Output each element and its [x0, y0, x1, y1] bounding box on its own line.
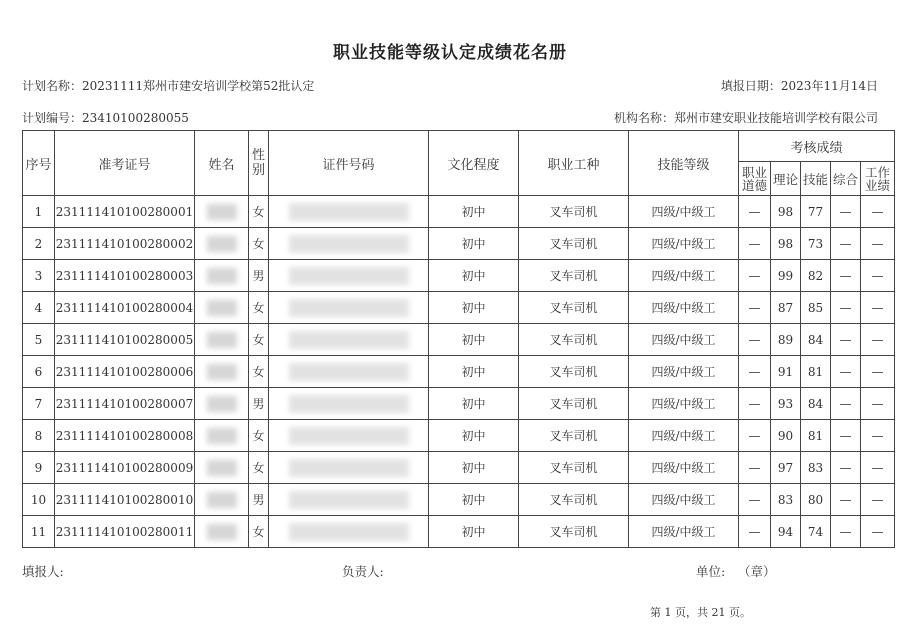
row-level: 四级/中级工	[629, 292, 739, 324]
header-performance: 工作业绩	[861, 162, 895, 196]
row-gender: 女	[249, 516, 269, 548]
row-education: 初中	[429, 484, 519, 516]
redaction-blur	[289, 299, 409, 317]
row-name-redacted	[195, 292, 249, 324]
page-indicator: 第 1 页，共 21 页。	[650, 606, 751, 619]
row-name-redacted	[195, 420, 249, 452]
row-exam-no: 231111410100280005	[55, 324, 195, 356]
row-skill: 84	[801, 388, 831, 420]
row-id-redacted	[269, 292, 429, 324]
row-performance: —	[861, 516, 895, 548]
row-job: 叉车司机	[519, 228, 629, 260]
row-theory: 83	[771, 484, 801, 516]
row-job: 叉车司机	[519, 420, 629, 452]
row-skill: 83	[801, 452, 831, 484]
row-theory: 90	[771, 420, 801, 452]
row-gender: 女	[249, 228, 269, 260]
row-ethics: —	[739, 292, 771, 324]
header-name: 姓名	[195, 131, 249, 196]
row-education: 初中	[429, 260, 519, 292]
row-exam-no: 231111410100280003	[55, 260, 195, 292]
row-ethics: —	[739, 420, 771, 452]
header-exam-no: 准考证号	[55, 131, 195, 196]
row-overall: —	[831, 516, 861, 548]
row-ethics: —	[739, 356, 771, 388]
row-id-redacted	[269, 452, 429, 484]
row-gender: 女	[249, 452, 269, 484]
row-skill: 74	[801, 516, 831, 548]
header-scores: 考核成绩	[739, 131, 895, 162]
row-skill: 73	[801, 228, 831, 260]
row-theory: 98	[771, 196, 801, 228]
redaction-blur	[289, 267, 409, 285]
row-seq: 2	[23, 228, 55, 260]
redaction-blur	[207, 332, 237, 348]
row-education: 初中	[429, 420, 519, 452]
row-ethics: —	[739, 388, 771, 420]
row-seq: 6	[23, 356, 55, 388]
row-job: 叉车司机	[519, 516, 629, 548]
redaction-blur	[289, 395, 409, 413]
row-education: 初中	[429, 356, 519, 388]
row-level: 四级/中级工	[629, 484, 739, 516]
row-ethics: —	[739, 260, 771, 292]
row-seq: 7	[23, 388, 55, 420]
row-theory: 98	[771, 228, 801, 260]
row-gender: 女	[249, 420, 269, 452]
row-name-redacted	[195, 228, 249, 260]
row-id-redacted	[269, 484, 429, 516]
row-theory: 99	[771, 260, 801, 292]
row-overall: —	[831, 356, 861, 388]
header-ethics: 职业道德	[739, 162, 771, 196]
unit-label: 单位:	[696, 564, 726, 579]
row-performance: —	[861, 228, 895, 260]
row-ethics: —	[739, 452, 771, 484]
row-job: 叉车司机	[519, 324, 629, 356]
seal-label: （章）	[738, 564, 776, 579]
row-level: 四级/中级工	[629, 388, 739, 420]
row-name-redacted	[195, 260, 249, 292]
row-performance: —	[861, 356, 895, 388]
row-theory: 97	[771, 452, 801, 484]
redaction-blur	[207, 204, 237, 220]
row-seq: 11	[23, 516, 55, 548]
redaction-blur	[289, 235, 409, 253]
table-row	[23, 228, 895, 260]
row-seq: 8	[23, 420, 55, 452]
row-seq: 1	[23, 196, 55, 228]
table-row	[23, 484, 895, 516]
row-theory: 94	[771, 516, 801, 548]
row-exam-no: 231111410100280009	[55, 452, 195, 484]
redaction-blur	[289, 363, 409, 381]
table-row	[23, 452, 895, 484]
filler-label: 填报人:	[22, 564, 64, 579]
row-job: 叉车司机	[519, 452, 629, 484]
row-name-redacted	[195, 452, 249, 484]
redaction-blur	[207, 460, 237, 476]
row-overall: —	[831, 484, 861, 516]
row-level: 四级/中级工	[629, 196, 739, 228]
table-row	[23, 324, 895, 356]
row-education: 初中	[429, 196, 519, 228]
row-overall: —	[831, 324, 861, 356]
row-overall: —	[831, 388, 861, 420]
row-seq: 5	[23, 324, 55, 356]
header-gender: 性别	[249, 131, 269, 196]
row-job: 叉车司机	[519, 292, 629, 324]
row-overall: —	[831, 228, 861, 260]
header-theory: 理论	[771, 162, 801, 196]
row-seq: 10	[23, 484, 55, 516]
row-exam-no: 231111410100280001	[55, 196, 195, 228]
row-skill: 81	[801, 356, 831, 388]
row-level: 四级/中级工	[629, 356, 739, 388]
organization-name: 机构名称：郑州市建安职业技能培训学校有限公司	[613, 111, 878, 125]
row-gender: 男	[249, 260, 269, 292]
redaction-blur	[289, 203, 409, 221]
table-row	[23, 388, 895, 420]
row-level: 四级/中级工	[629, 324, 739, 356]
row-name-redacted	[195, 324, 249, 356]
redaction-blur	[289, 427, 409, 445]
redaction-blur	[207, 396, 237, 412]
redaction-blur	[207, 268, 237, 284]
row-id-redacted	[269, 228, 429, 260]
row-overall: —	[831, 196, 861, 228]
redaction-blur	[289, 523, 409, 541]
row-job: 叉车司机	[519, 260, 629, 292]
row-job: 叉车司机	[519, 484, 629, 516]
table-row	[23, 196, 895, 228]
row-ethics: —	[739, 484, 771, 516]
table-row	[23, 516, 895, 548]
row-id-redacted	[269, 196, 429, 228]
row-exam-no: 231111410100280002	[55, 228, 195, 260]
redaction-blur	[289, 491, 409, 509]
row-id-redacted	[269, 324, 429, 356]
row-gender: 女	[249, 292, 269, 324]
row-education: 初中	[429, 452, 519, 484]
row-exam-no: 231111410100280004	[55, 292, 195, 324]
redaction-blur	[207, 428, 237, 444]
row-education: 初中	[429, 324, 519, 356]
row-skill: 84	[801, 324, 831, 356]
table-row	[23, 356, 895, 388]
header-level: 技能等级	[629, 131, 739, 196]
row-job: 叉车司机	[519, 388, 629, 420]
row-name-redacted	[195, 484, 249, 516]
row-theory: 89	[771, 324, 801, 356]
row-id-redacted	[269, 388, 429, 420]
row-overall: —	[831, 292, 861, 324]
row-performance: —	[861, 484, 895, 516]
plan-number: 计划编号：23410100280055	[22, 111, 189, 125]
row-seq: 9	[23, 452, 55, 484]
row-education: 初中	[429, 292, 519, 324]
row-id-redacted	[269, 516, 429, 548]
row-seq: 4	[23, 292, 55, 324]
row-gender: 女	[249, 324, 269, 356]
row-level: 四级/中级工	[629, 516, 739, 548]
row-level: 四级/中级工	[629, 228, 739, 260]
row-theory: 93	[771, 388, 801, 420]
row-performance: —	[861, 452, 895, 484]
row-overall: —	[831, 420, 861, 452]
row-level: 四级/中级工	[629, 420, 739, 452]
row-seq: 3	[23, 260, 55, 292]
row-skill: 81	[801, 420, 831, 452]
row-level: 四级/中级工	[629, 452, 739, 484]
row-exam-no: 231111410100280008	[55, 420, 195, 452]
row-gender: 女	[249, 356, 269, 388]
plan-name: 计划名称：20231111郑州市建安培训学校第52批认定	[22, 79, 315, 93]
row-gender: 女	[249, 196, 269, 228]
redaction-blur	[289, 459, 409, 477]
row-skill: 77	[801, 196, 831, 228]
table-row	[23, 260, 895, 292]
row-id-redacted	[269, 420, 429, 452]
header-education: 文化程度	[429, 131, 519, 196]
row-gender: 男	[249, 388, 269, 420]
row-name-redacted	[195, 516, 249, 548]
row-theory: 87	[771, 292, 801, 324]
row-performance: —	[861, 196, 895, 228]
redaction-blur	[207, 492, 237, 508]
row-performance: —	[861, 260, 895, 292]
row-ethics: —	[739, 228, 771, 260]
table-row	[23, 292, 895, 324]
row-gender: 男	[249, 484, 269, 516]
row-education: 初中	[429, 228, 519, 260]
document-title: 职业技能等级认定成绩花名册	[333, 43, 567, 63]
row-job: 叉车司机	[519, 356, 629, 388]
row-exam-no: 231111410100280011	[55, 516, 195, 548]
row-ethics: —	[739, 516, 771, 548]
redaction-blur	[207, 236, 237, 252]
score-roster-table	[22, 130, 895, 548]
fill-date: 填报日期：2023年11月14日	[720, 79, 878, 93]
header-seq: 序号	[23, 131, 55, 196]
row-education: 初中	[429, 388, 519, 420]
header-job: 职业工种	[519, 131, 629, 196]
row-education: 初中	[429, 516, 519, 548]
redaction-blur	[207, 524, 237, 540]
row-name-redacted	[195, 196, 249, 228]
row-performance: —	[861, 324, 895, 356]
row-id-redacted	[269, 356, 429, 388]
row-id-redacted	[269, 260, 429, 292]
row-name-redacted	[195, 388, 249, 420]
row-overall: —	[831, 260, 861, 292]
row-ethics: —	[739, 196, 771, 228]
row-ethics: —	[739, 324, 771, 356]
row-job: 叉车司机	[519, 196, 629, 228]
row-performance: —	[861, 388, 895, 420]
row-exam-no: 231111410100280006	[55, 356, 195, 388]
redaction-blur	[207, 300, 237, 316]
responsible-label: 负责人:	[342, 564, 384, 579]
row-theory: 91	[771, 356, 801, 388]
row-name-redacted	[195, 356, 249, 388]
row-level: 四级/中级工	[629, 260, 739, 292]
row-performance: —	[861, 292, 895, 324]
redaction-blur	[289, 331, 409, 349]
row-exam-no: 231111410100280007	[55, 388, 195, 420]
row-exam-no: 231111410100280010	[55, 484, 195, 516]
row-skill: 85	[801, 292, 831, 324]
row-skill: 80	[801, 484, 831, 516]
row-performance: —	[861, 420, 895, 452]
redaction-blur	[207, 364, 237, 380]
row-skill: 82	[801, 260, 831, 292]
table-row	[23, 420, 895, 452]
header-id-no: 证件号码	[269, 131, 429, 196]
row-overall: —	[831, 452, 861, 484]
header-skill: 技能	[801, 162, 831, 196]
header-overall: 综合	[831, 162, 861, 196]
